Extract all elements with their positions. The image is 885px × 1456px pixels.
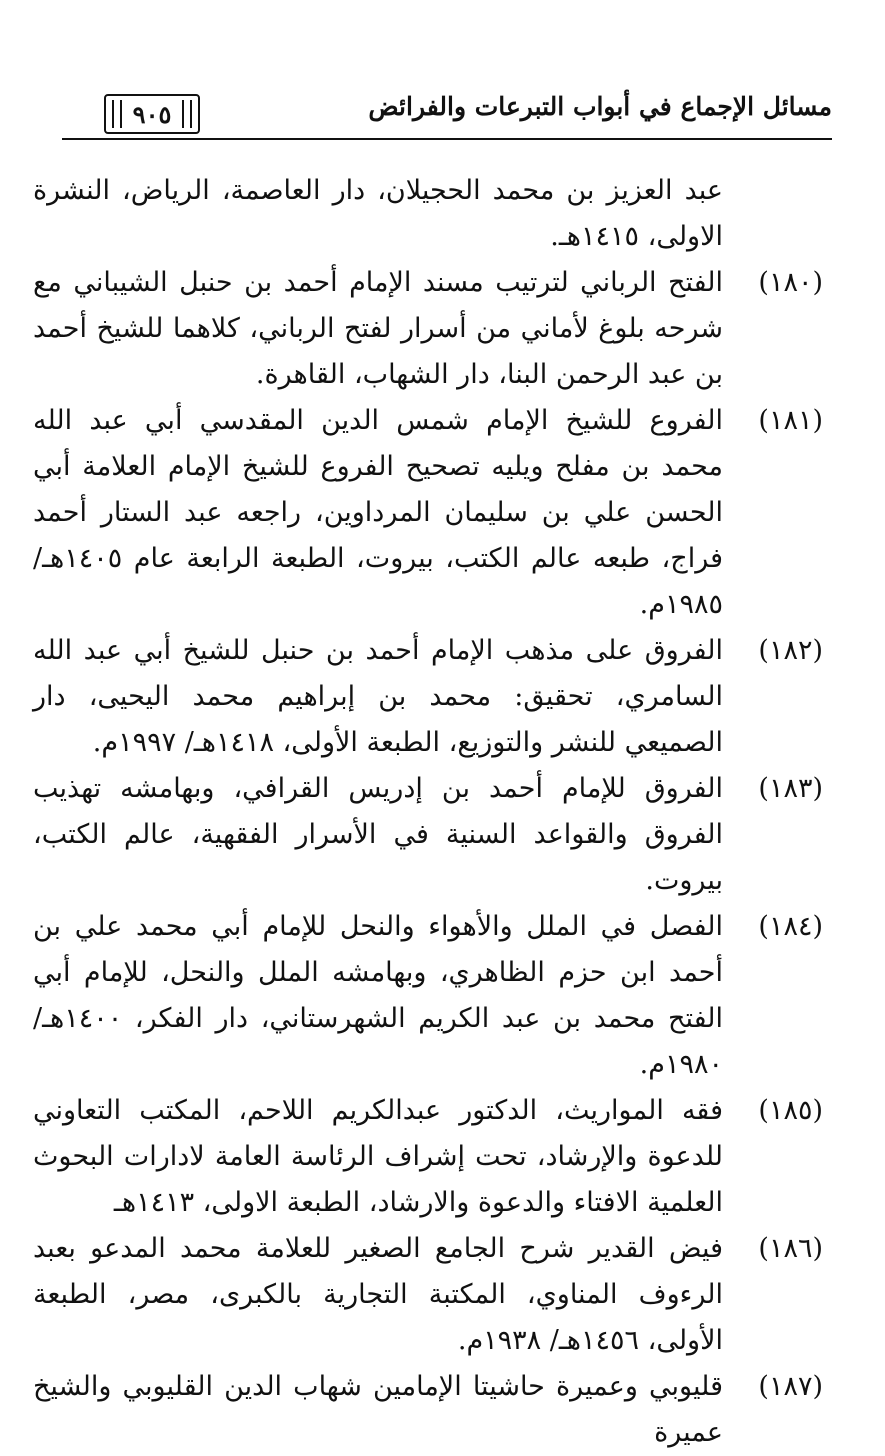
entry-number: (١٨٧) — [758, 1371, 823, 1402]
bibliography-entry — [33, 1088, 823, 1226]
entry-number: (١٨١) — [758, 405, 823, 436]
header-title: مسائل الإجماع في أبواب التبرعات والفرائض — [368, 92, 832, 121]
entry-text: الفروق على مذهب الإمام أحمد بن حنبل للشيخ أبي عبد الله السامري، تحقيق: محمد بن إبراهيم محمد اليحيى، دار الصميعي للنشر والتوزيع، الطبعة الأولى، ١٤١٨هـ/ ١٩٩٧م. — [33, 635, 723, 758]
entry-number: (١٨٤) — [758, 911, 823, 942]
entry-text: الفتح الرباني لترتيب مسند الإمام أحمد بن حنبل الشيباني مع شرحه بلوغ لأماني من أسرار لفتح الرباني، كلاهما للشيخ أحمد بن عبد الرحمن البنا، دار الشهاب، القاهرة. — [33, 267, 723, 390]
entry-number: (١٨٦) — [758, 1233, 823, 1264]
bibliography-entry — [33, 904, 823, 1088]
continued-entry-text: عبد العزيز بن محمد الحجيلان، دار العاصمة، الرياض، النشرة الاولى، ١٤١٥هـ. — [33, 175, 723, 252]
entry-text: الفروق للإمام أحمد بن إدريس القرافي، وبهامشه تهذيب الفروق والقواعد السنية في الأسرار الفقهية، عالم الكتب، بيروت. — [33, 773, 723, 896]
entry-text: قليوبي وعميرة حاشيتا الإمامين شهاب الدين القليوبي والشيخ عميرة — [33, 1371, 723, 1448]
bibliography-entry — [33, 766, 823, 904]
page-number-frame — [104, 94, 200, 134]
entry-number: (١٨٠) — [758, 267, 823, 298]
bibliography-entry — [33, 1364, 823, 1456]
bibliography-entry — [33, 398, 823, 628]
running-header — [62, 86, 832, 148]
header-rule — [62, 138, 832, 140]
bibliography-entry — [33, 1226, 823, 1364]
entry-number: (١٨٥) — [758, 1095, 823, 1126]
bibliography-entry — [33, 260, 823, 398]
bibliography-entry — [33, 628, 823, 766]
entry-text: فيض القدير شرح الجامع الصغير للعلامة محمد المدعو بعبد الرءوف المناوي، المكتبة التجارية بالكبرى، مصر، الطبعة الأولى، ١٤٥٦هـ/ ١٩٣٨م. — [33, 1233, 723, 1356]
bibliography-list — [33, 168, 823, 1456]
page-number: ٩٠٥ — [132, 99, 172, 129]
entry-text: الفصل في الملل والأهواء والنحل للإمام أبي محمد علي بن أحمد ابن حزم الظاهري، وبهامشه الملل والنحل، للإمام أبي الفتح محمد بن عبد الكريم الشهرستاني، دار الفكر، ١٤٠٠هـ/ ١٩٨٠م. — [33, 911, 723, 1080]
entry-text: فقه المواريث، الدكتور عبدالكريم اللاحم، المكتب التعاوني للدعوة والإرشاد، تحت إشراف الرئاسة العامة لادارات البحوث العلمية الافتاء والدعوة والارشاد، الطبعة الاولى، ١٤١٣هـ — [33, 1095, 723, 1218]
entry-text: الفروع للشيخ الإمام شمس الدين المقدسي أبي عبد الله محمد بن مفلح ويليه تصحيح الفروع للشيخ الإمام العلامة أبي الحسن علي بن سليمان المرداوين، راجعه عبد الستار أحمد فراج، طبعه عالم الكتب، بيروت، الطبعة الرابعة عام ١٤٠٥هـ/ ١٩٨٥م. — [33, 405, 723, 620]
entry-number: (١٨٢) — [758, 635, 823, 666]
entry-number: (١٨٣) — [758, 773, 823, 804]
